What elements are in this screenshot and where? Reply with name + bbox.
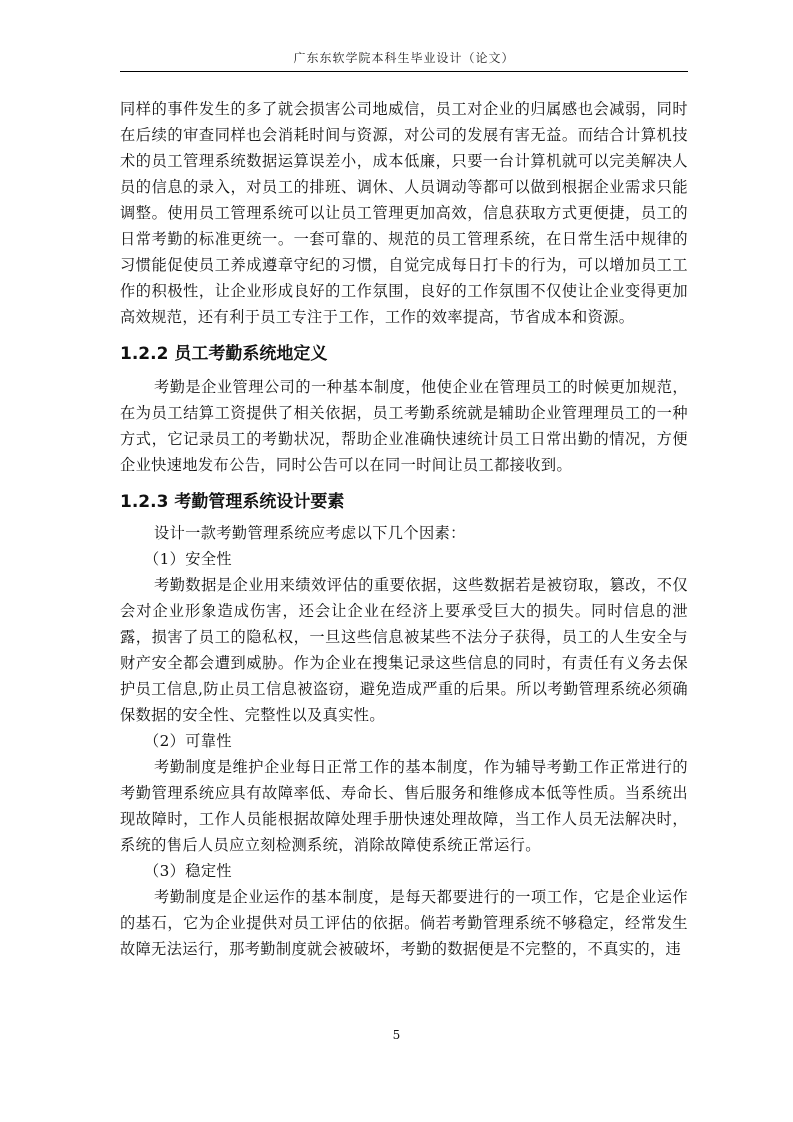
header-rule xyxy=(120,71,688,72)
subheading-security: （1）安全性 xyxy=(144,550,233,568)
body-text xyxy=(120,96,688,962)
section-heading-1-2-2: 1.2.2 员工考勤系统地定义 xyxy=(120,344,328,364)
paragraph-reliability: 考勤制度是维护企业每日正常工作的基本制度，作为辅导考勤工作正常进行的考勤管理系统应具有故障率低、寿命长、售后服务和维修成本低等性质。当系统出现故障时，工作人员能根据故障处理手册快速处理故障，当工作人员无法解决时，系统的售后人员应立刻检测系统，消除故障使系统正常运行。 xyxy=(120,758,688,854)
paragraph-attendance-definition: 考勤是企业管理公司的一种基本制度，他使企业在管理员工的时候更加规范，在为员工结算工资提供了相关依据，员工考勤系统就是辅助企业管理理员工的一种方式，它记录员工的考勤状况，帮助企业准确快速统计员工日常出勤的情况，方便企业快速地发布公告，同时公告可以在同一时间让员工都接收到。 xyxy=(120,378,688,474)
subheading-stability: （3）稳定性 xyxy=(144,862,233,880)
paragraph-design-factors-intro: 设计一款考勤管理系统应考虑以下几个因素： xyxy=(154,524,466,542)
paragraph-stability: 考勤制度是企业运作的基本制度，是每天都要进行的一项工作，它是企业运作的基石，它为企业提供对员工评估的依据。倘若考勤管理系统不够稳定，经常发生故障无法运行，那考勤制度就会被破坏，考勤的数据便是不完整的，不真实的，违 xyxy=(120,888,688,958)
running-header: 广东东软学院本科生毕业设计（论文） xyxy=(293,51,515,65)
section-heading-1-2-3: 1.2.3 考勤管理系统设计要素 xyxy=(120,492,345,512)
paragraph-security: 考勤数据是企业用来绩效评估的重要依据，这些数据若是被窃取，篡改，不仅会对企业形象造成伤害，还会让企业在经济上要承受巨大的损失。同时信息的泄露，损害了员工的隐私权，一旦这些信息被某些不法分子获得，员工的人生安全与财产安全都会遭到威胁。作为企业在搜集记录这些信息的同时，有责任有义务去保护员工信息,防止员工信息被盗窃，避免造成严重的后果。所以考勤管理系统必须确保数据的安全性、完整性以及真实性。 xyxy=(120,576,688,724)
paragraph-intro-continued: 同样的事件发生的多了就会损害公司地威信，员工对企业的归属感也会减弱，同时在后续的审查同样也会消耗时间与资源，对公司的发展有害无益。而结合计算机技术的员工管理系统数据运算误差小，成本低廉，只要一台计算机就可以完美解决人员的信息的录入，对员工的排班、调休、人员调动等都可以做到根据企业需求只能调整。使用员工管理系统可以让员工管理更加高效，信息获取方式更便捷，员工的日常考勤的标准更统一。一套可靠的、规范的员工管理系统，在日常生活中规律的习惯能促使员工养成遵章守纪的习惯，自觉完成每日打卡的行为，可以增加员工工作的积极性，让企业形成良好的工作氛围，良好的工作氛围不仅使让企业变得更加高效规范，还有利于员工专注于工作，工作的效率提高，节省成本和资源。 xyxy=(120,100,688,326)
page-number: 5 xyxy=(392,1028,401,1042)
subheading-reliability: （2）可靠性 xyxy=(144,732,233,750)
